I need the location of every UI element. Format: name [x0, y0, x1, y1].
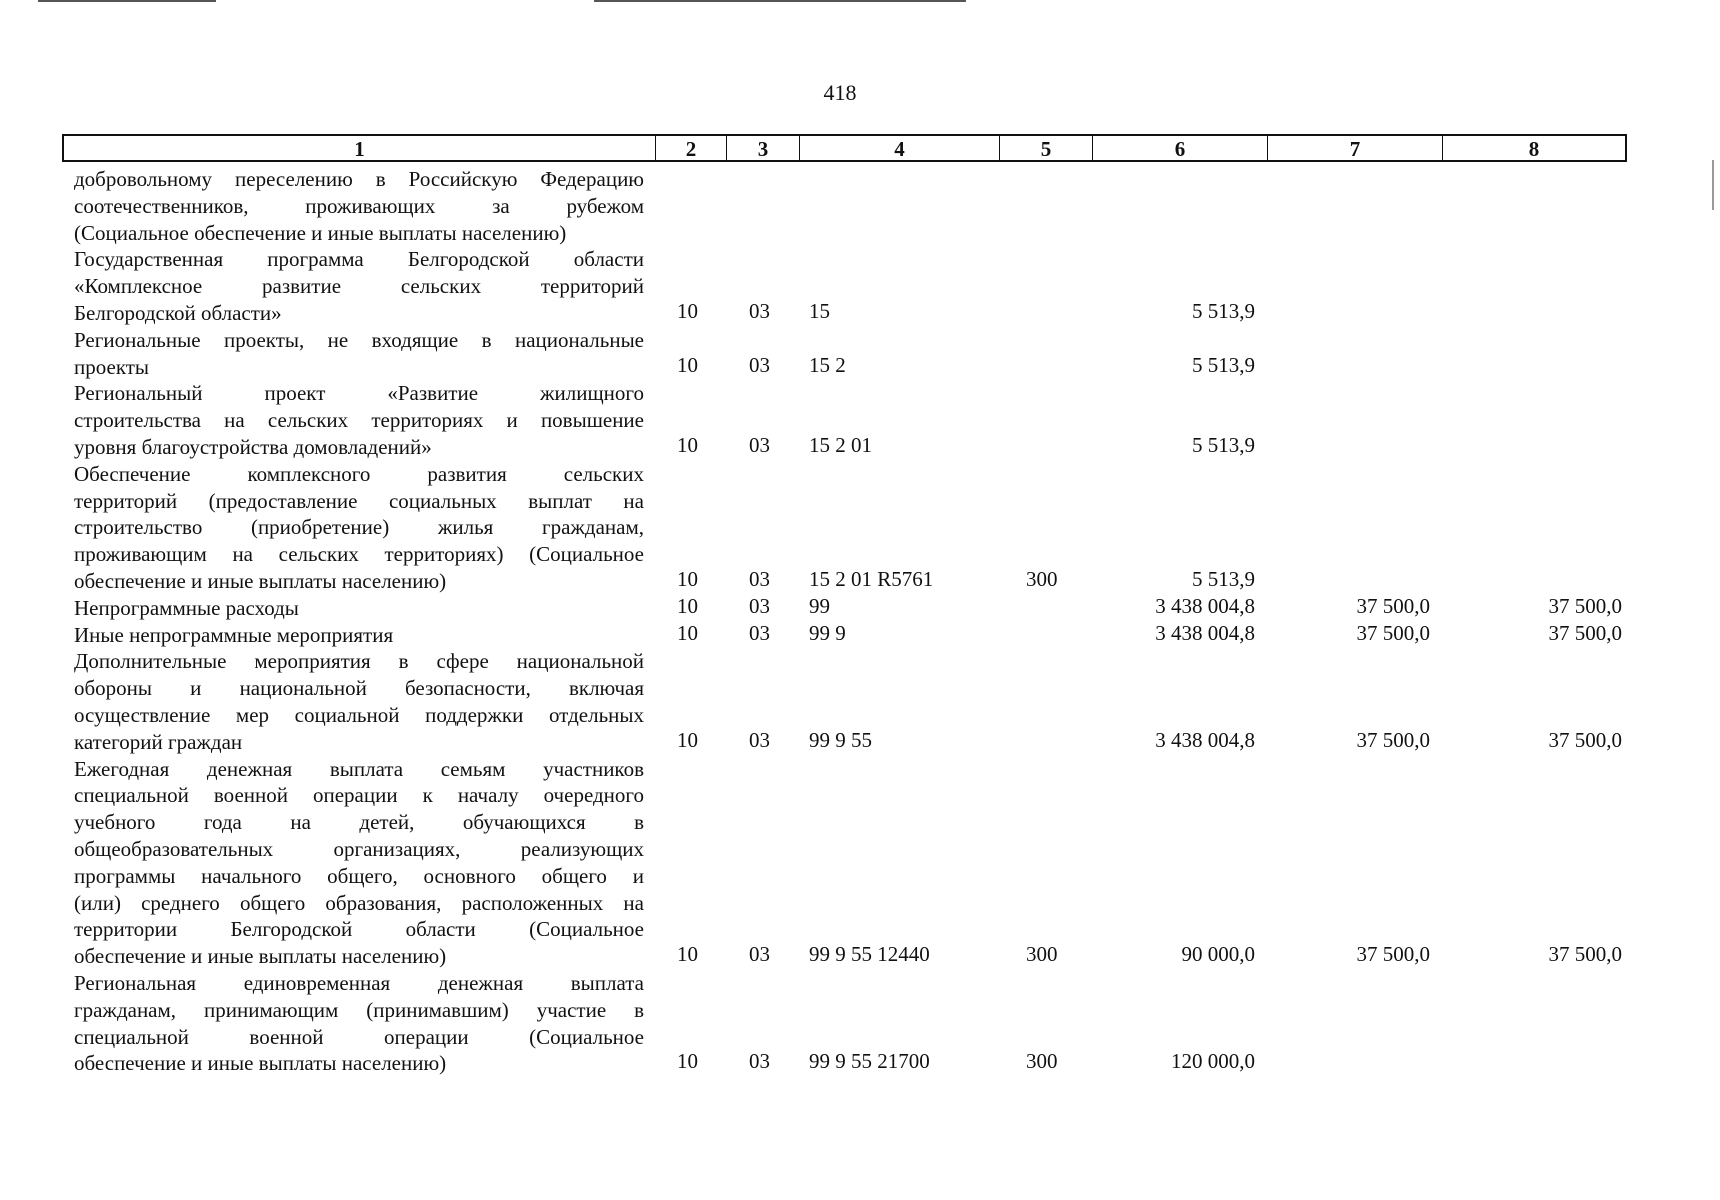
table-row: [0, 461, 1720, 595]
description-line: обеспечение и иные выплаты населению): [74, 1051, 447, 1076]
description-line: (или) среднего общего образования, расположенных на: [74, 890, 644, 915]
description-line: общеобразовательных организациях, реализующих: [74, 836, 644, 861]
description-line: Региональные проекты, не входящие в национальные: [74, 327, 644, 352]
row-description: [74, 970, 644, 1077]
row-value-col-5: 300: [1026, 1049, 1058, 1074]
table-header: [62, 134, 1627, 162]
row-value-col-3: 03: [749, 620, 770, 645]
header-col-1: 1: [64, 136, 656, 160]
table-row: [0, 622, 1720, 649]
row-value-col-6: 5 513,9: [1192, 298, 1255, 323]
row-value-col-3: 03: [749, 942, 770, 967]
row-value-col-2: 10: [677, 352, 698, 377]
row-value-col-2: 10: [677, 727, 698, 752]
row-value-col-3: 03: [749, 566, 770, 591]
row-description: [74, 648, 644, 755]
row-description: [74, 166, 644, 246]
row-value-col-3: 03: [749, 727, 770, 752]
header-col-7: 7: [1268, 136, 1443, 160]
description-line: территории Белгородской области (Социальное: [74, 917, 644, 942]
description-line: проживающим на сельских территориях) (Социальное: [74, 542, 644, 567]
row-value-col-4: 15 2 01 R5761: [809, 566, 934, 591]
description-line: Государственная программа Белгородской области: [74, 247, 644, 272]
description-line: соотечественников, проживающих за рубежом: [74, 193, 644, 218]
row-value-col-4: 15: [809, 298, 830, 323]
row-value-col-2: 10: [677, 298, 698, 323]
header-col-5: 5: [1000, 136, 1093, 160]
description-line: проекты: [74, 354, 150, 379]
table-row: [0, 595, 1720, 622]
row-value-col-8: 37 500,0: [1548, 593, 1622, 618]
row-value-col-7: 37 500,0: [1356, 942, 1430, 967]
row-value-col-7: 37 500,0: [1356, 620, 1430, 645]
row-description: [74, 380, 644, 460]
scan-artifact-line: [594, 0, 966, 2]
description-line: специальной военной операции (Социальное: [74, 1024, 644, 1049]
header-col-6: 6: [1093, 136, 1268, 160]
description-line: гражданам, принимающим (принимавшим) участие в: [74, 997, 644, 1022]
row-value-col-6: 3 438 004,8: [1155, 727, 1255, 752]
row-value-col-4: 99: [809, 593, 830, 618]
row-value-col-6: 5 513,9: [1192, 352, 1255, 377]
description-line: Иные непрограммные мероприятия: [74, 622, 394, 647]
description-line: Региональный проект «Развитие жилищного: [74, 381, 644, 406]
header-col-3: 3: [727, 136, 800, 160]
row-description: [74, 622, 644, 649]
description-line: специальной военной операции к началу очередного: [74, 783, 644, 808]
row-value-col-6: 120 000,0: [1171, 1049, 1255, 1074]
description-line: Ежегодная денежная выплата семьям участников: [74, 756, 644, 781]
row-value-col-8: 37 500,0: [1548, 942, 1622, 967]
description-line: обеспечение и иные выплаты населению): [74, 568, 447, 593]
row-description: [74, 595, 644, 622]
row-description: [74, 246, 644, 326]
description-line: территорий (предоставление социальных выплат на: [74, 488, 644, 513]
description-line: обороны и национальной безопасности, включая: [74, 676, 644, 701]
row-value-col-2: 10: [677, 566, 698, 591]
row-value-col-3: 03: [749, 352, 770, 377]
row-value-col-8: 37 500,0: [1548, 727, 1622, 752]
row-value-col-4: 15 2 01: [809, 432, 872, 457]
description-line: категорий граждан: [74, 729, 243, 754]
row-value-col-6: 5 513,9: [1192, 566, 1255, 591]
row-value-col-8: 37 500,0: [1548, 620, 1622, 645]
description-line: «Комплексное развитие сельских территорий: [74, 274, 644, 299]
description-line: Дополнительные мероприятия в сфере национальной: [74, 649, 644, 674]
description-line: Обеспечение комплексного развития сельских: [74, 461, 644, 486]
row-value-col-7: 37 500,0: [1356, 727, 1430, 752]
row-value-col-3: 03: [749, 1049, 770, 1074]
header-col-2: 2: [656, 136, 727, 160]
table-row: [0, 970, 1720, 1077]
row-value-col-7: 37 500,0: [1356, 593, 1430, 618]
table-row: [0, 246, 1720, 326]
table-row: [0, 648, 1720, 755]
description-line: добровольному переселению в Российскую Федерацию: [74, 167, 644, 191]
row-value-col-5: 300: [1026, 566, 1058, 591]
row-value-col-2: 10: [677, 1049, 698, 1074]
row-value-col-4: 99 9 55 12440: [809, 942, 930, 967]
row-value-col-3: 03: [749, 298, 770, 323]
row-value-col-2: 10: [677, 432, 698, 457]
row-value-col-5: 300: [1026, 942, 1058, 967]
row-value-col-2: 10: [677, 593, 698, 618]
description-line: обеспечение и иные выплаты населению): [74, 944, 447, 969]
row-value-col-4: 99 9: [809, 620, 846, 645]
row-value-col-6: 90 000,0: [1181, 942, 1255, 967]
row-value-col-6: 3 438 004,8: [1155, 620, 1255, 645]
row-value-col-4: 15 2: [809, 352, 846, 377]
description-line: (Социальное обеспечение и иные выплаты населению): [74, 220, 567, 245]
description-line: строительства на сельских территориях и повышение: [74, 408, 644, 433]
description-line: учебного года на детей, обучающихся в: [74, 810, 644, 835]
row-value-col-3: 03: [749, 593, 770, 618]
row-description: [74, 756, 644, 970]
description-line: уровня благоустройства домовладений»: [74, 434, 432, 459]
table-row: [0, 327, 1720, 381]
header-col-8: 8: [1528, 137, 1540, 161]
description-line: Непрограммные расходы: [74, 595, 299, 620]
scan-artifact-line: [38, 0, 216, 2]
row-description: [74, 327, 644, 381]
row-value-col-4: 99 9 55: [809, 727, 872, 752]
table-row: [0, 166, 1720, 246]
row-value-col-4: 99 9 55 21700: [809, 1049, 930, 1074]
page-number: 418: [823, 80, 857, 105]
header-col-4: 4: [800, 136, 1000, 160]
table-row: [0, 756, 1720, 970]
description-line: осуществление мер социальной поддержки отдельных: [74, 702, 644, 727]
row-value-col-6: 5 513,9: [1192, 432, 1255, 457]
description-line: строительство (приобретение) жилья гражданам,: [74, 515, 644, 540]
row-value-col-3: 03: [749, 432, 770, 457]
row-value-col-2: 10: [677, 620, 698, 645]
table-row: [0, 380, 1720, 460]
description-line: программы начального общего, основного общего и: [74, 863, 644, 888]
row-value-col-2: 10: [677, 942, 698, 967]
row-value-col-6: 3 438 004,8: [1155, 593, 1255, 618]
description-line: Региональная единовременная денежная выплата: [74, 971, 644, 995]
row-description: [74, 461, 644, 595]
description-line: Белгородской области»: [74, 300, 282, 325]
